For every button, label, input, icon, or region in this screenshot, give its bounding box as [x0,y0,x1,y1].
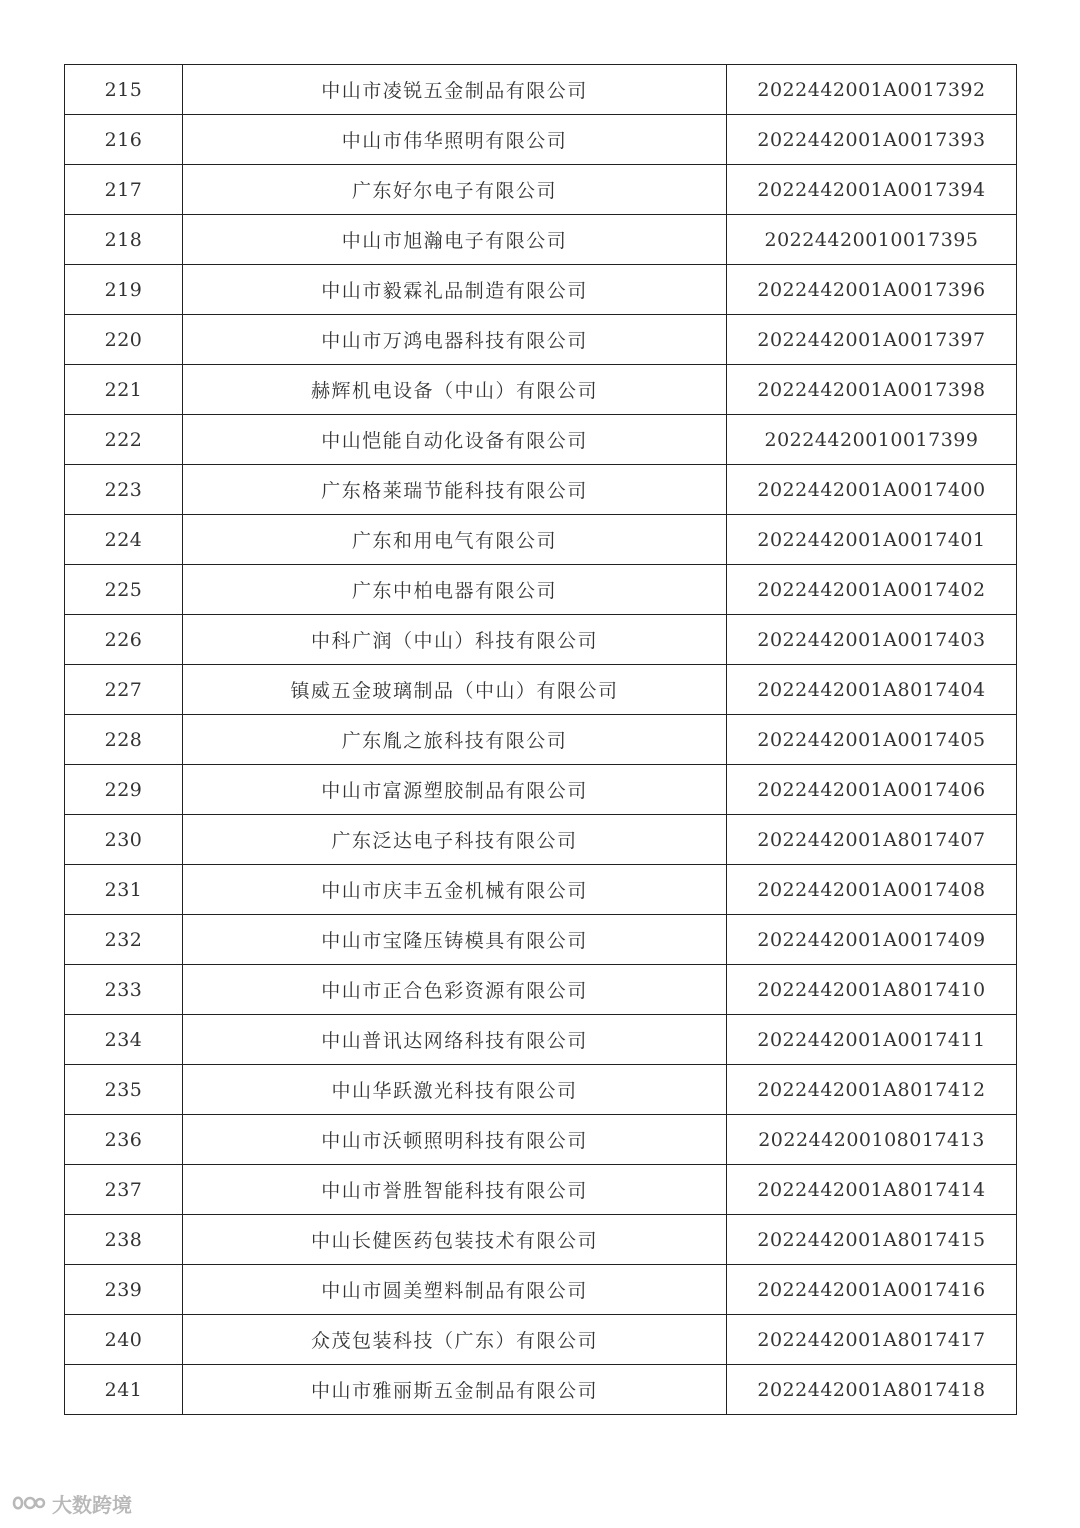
company-name-cell: 中山市圆美塑料制品有限公司 [183,1265,727,1315]
company-name-cell: 中山市沃顿照明科技有限公司 [183,1115,727,1165]
row-number-cell: 220 [65,315,183,365]
table-row [65,715,1017,765]
company-name-cell: 中山长健医药包装技术有限公司 [183,1215,727,1265]
company-name-cell: 中山华跃激光科技有限公司 [183,1065,727,1115]
row-number-cell: 235 [65,1065,183,1115]
registration-code-cell: 2022442001A0017402 [727,565,1017,615]
row-number-cell: 218 [65,215,183,265]
company-name-cell: 中山市毅霖礼品制造有限公司 [183,265,727,315]
table-row [65,515,1017,565]
registration-code-cell: 2022442001A0017392 [727,65,1017,115]
row-number-cell: 234 [65,1015,183,1065]
company-name-cell: 中山市宝隆压铸模具有限公司 [183,915,727,965]
row-number-cell: 229 [65,765,183,815]
company-name-cell: 中山市庆丰五金机械有限公司 [183,865,727,915]
company-name-cell: 广东泛达电子科技有限公司 [183,815,727,865]
row-number-cell: 228 [65,715,183,765]
table-row [65,415,1017,465]
row-number-cell: 236 [65,1115,183,1165]
registration-code-cell: 2022442001A0017401 [727,515,1017,565]
registration-code-cell: 2022442001A8017415 [727,1215,1017,1265]
watermark-text: 大数跨境 [52,1492,132,1517]
company-name-cell: 广东中柏电器有限公司 [183,565,727,615]
registration-code-cell: 2022442001A0017408 [727,865,1017,915]
table-body [65,65,1017,1415]
table-row [65,215,1017,265]
company-name-cell: 中山恺能自动化设备有限公司 [183,415,727,465]
row-number-cell: 221 [65,365,183,415]
registration-code-cell: 2022442001A0017409 [727,915,1017,965]
row-number-cell: 224 [65,515,183,565]
registration-code-cell: 2022442001A8017418 [727,1365,1017,1415]
table-row [65,815,1017,865]
row-number-cell: 237 [65,1165,183,1215]
table-row [65,765,1017,815]
company-name-cell: 中山市伟华照明有限公司 [183,115,727,165]
table-row [65,1215,1017,1265]
row-number-cell: 239 [65,1265,183,1315]
company-name-cell: 中山市万鸿电器科技有限公司 [183,315,727,365]
table-row [65,365,1017,415]
table-row [65,565,1017,615]
registration-code-cell: 20224420010017399 [727,415,1017,465]
row-number-cell: 241 [65,1365,183,1415]
table-row [65,915,1017,965]
row-number-cell: 219 [65,265,183,315]
registration-code-cell: 2022442001A0017400 [727,465,1017,515]
registration-code-cell: 2022442001A0017394 [727,165,1017,215]
company-list-table [64,64,1017,1415]
registration-code-cell: 2022442001A0017405 [727,715,1017,765]
company-name-cell: 广东好尔电子有限公司 [183,165,727,215]
company-name-cell: 中山市雅丽斯五金制品有限公司 [183,1365,727,1415]
row-number-cell: 216 [65,115,183,165]
table-row [65,1265,1017,1315]
company-name-cell: 中山市正合色彩资源有限公司 [183,965,727,1015]
table-row [65,1115,1017,1165]
row-number-cell: 230 [65,815,183,865]
registration-code-cell: 20224420010017395 [727,215,1017,265]
company-name-cell: 众茂包装科技（广东）有限公司 [183,1315,727,1365]
registration-code-cell: 2022442001A0017406 [727,765,1017,815]
row-number-cell: 222 [65,415,183,465]
registration-code-cell: 2022442001A8017412 [727,1065,1017,1115]
registration-code-cell: 2022442001A8017407 [727,815,1017,865]
table-row [65,65,1017,115]
registration-code-cell: 2022442001A0017393 [727,115,1017,165]
table-row [65,315,1017,365]
company-name-cell: 广东和用电气有限公司 [183,515,727,565]
row-number-cell: 217 [65,165,183,215]
row-number-cell: 231 [65,865,183,915]
brand-logo-icon [10,1492,46,1514]
company-name-cell: 镇威五金玻璃制品（中山）有限公司 [183,665,727,715]
company-name-cell: 中山普讯达网络科技有限公司 [183,1015,727,1065]
registration-code-cell: 2022442001A0017398 [727,365,1017,415]
table-row [65,1165,1017,1215]
table-row [65,115,1017,165]
registration-code-cell: 2022442001A8017414 [727,1165,1017,1215]
row-number-cell: 226 [65,615,183,665]
company-name-cell: 中山市誉胜智能科技有限公司 [183,1165,727,1215]
table-row [65,665,1017,715]
table-row [65,865,1017,915]
registration-code-cell: 2022442001A0017403 [727,615,1017,665]
registration-code-cell: 2022442001A0017411 [727,1015,1017,1065]
row-number-cell: 225 [65,565,183,615]
table-row [65,265,1017,315]
company-name-cell: 中山市凌锐五金制品有限公司 [183,65,727,115]
table-row [65,965,1017,1015]
table-row [65,1365,1017,1415]
table-row [65,165,1017,215]
registration-code-cell: 2022442001A8017404 [727,665,1017,715]
table-row [65,1315,1017,1365]
company-name-cell: 广东格莱瑞节能科技有限公司 [183,465,727,515]
registration-code-cell: 2022442001A8017410 [727,965,1017,1015]
company-name-cell: 赫辉机电设备（中山）有限公司 [183,365,727,415]
registration-code-cell: 2022442001A0017396 [727,265,1017,315]
company-name-cell: 广东胤之旅科技有限公司 [183,715,727,765]
table-row [65,1015,1017,1065]
company-name-cell: 中科广润（中山）科技有限公司 [183,615,727,665]
row-number-cell: 238 [65,1215,183,1265]
registration-code-cell: 2022442001A8017417 [727,1315,1017,1365]
watermark [10,1488,132,1518]
row-number-cell: 215 [65,65,183,115]
registration-code-cell: 2022442001A0017397 [727,315,1017,365]
row-number-cell: 240 [65,1315,183,1365]
row-number-cell: 232 [65,915,183,965]
registration-code-cell: 202244200108017413 [727,1115,1017,1165]
row-number-cell: 233 [65,965,183,1015]
row-number-cell: 227 [65,665,183,715]
table-row [65,615,1017,665]
company-name-cell: 中山市富源塑胶制品有限公司 [183,765,727,815]
registration-code-cell: 2022442001A0017416 [727,1265,1017,1315]
company-name-cell: 中山市旭瀚电子有限公司 [183,215,727,265]
table-row [65,465,1017,515]
table-row [65,1065,1017,1115]
row-number-cell: 223 [65,465,183,515]
